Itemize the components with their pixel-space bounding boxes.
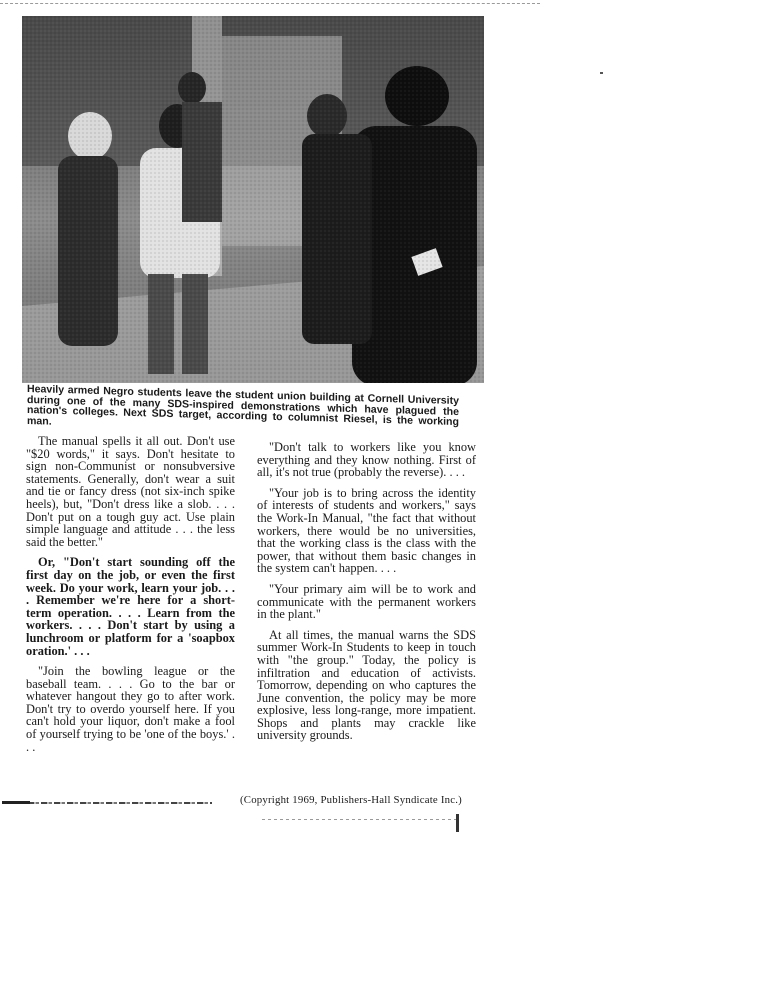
column-divider-rule — [2, 802, 212, 804]
article-right-column — [257, 441, 476, 750]
clipping-edge-mark — [456, 814, 459, 832]
article-left-column — [26, 435, 235, 761]
stray-ink-mark — [600, 72, 603, 74]
article-paragraph-bold: Or, "Don't start sounding off the first day on the job, or even the first week. Do your work, learn your job. . . . Remember we're here for a short-term operation. . . . Learn from the workers. . . . Don't start by using a lunchroom or platform for a 'soapbox oration.' . . . — [26, 555, 235, 658]
article-paragraph: "Your primary aim will be to work and communicate with the permanent workers in the plant." — [257, 581, 476, 622]
article-paragraph: At all times, the manual warns the SDS summer Work-In Students to keep in touch with "the group." Today, the policy is infiltration and education of activists. Tomorrow, depending on who captures the June convention, the policy may be more explosive, less long-range, more impatient. Shops and plants may crackle like university grounds. — [257, 627, 476, 743]
copyright-line: (Copyright 1969, Publishers-Hall Syndicate Inc.) — [240, 794, 462, 806]
photo-caption: Heavily armed Negro students leave the student union building at Cornell University during one of the many SDS-inspired demonstrations which have plagued the nation's colleges. Next SDS target, according to columnist Riesel, is the working man. — [27, 383, 459, 429]
news-photo-image — [22, 16, 484, 383]
top-dashed-border — [0, 3, 540, 4]
article-paragraph: The manual spells it all out. Don't use "$20 words," it says. Don't hesitate to sign non-Communist or nonsubversive statements. Generally, don't wear a suit and tie or fancy dress (not six-inch spike heels), but, "Don't dress like a slob. . . . Don't put on a tough guy act. Use plain simple language and attitude . . . the less said the better." — [26, 434, 235, 549]
article-paragraph: "Don't talk to workers like you know everything and they know nothing. First of all, it's not true (probably the reverse). . . . — [257, 440, 476, 480]
column-divider-rule — [262, 819, 457, 820]
news-photo — [22, 16, 484, 383]
rule-mark — [2, 801, 30, 804]
article-paragraph: "Your job is to bring across the identity of interests of students and workers," says the Work-In Manual, "the fact that without workers, there would be no universities, that the working class is the class with the power, that without them basic changes in the system can't happen. . . . — [257, 485, 476, 576]
article-paragraph: "Join the bowling league or the baseball team. . . . Go to the bar or whatever hangout they go to after work. Don't try to overdo yourself here. If you can't hold your liquor, don't make a fool of yourself trying to be 'one of the boys.' . . . — [26, 664, 235, 754]
